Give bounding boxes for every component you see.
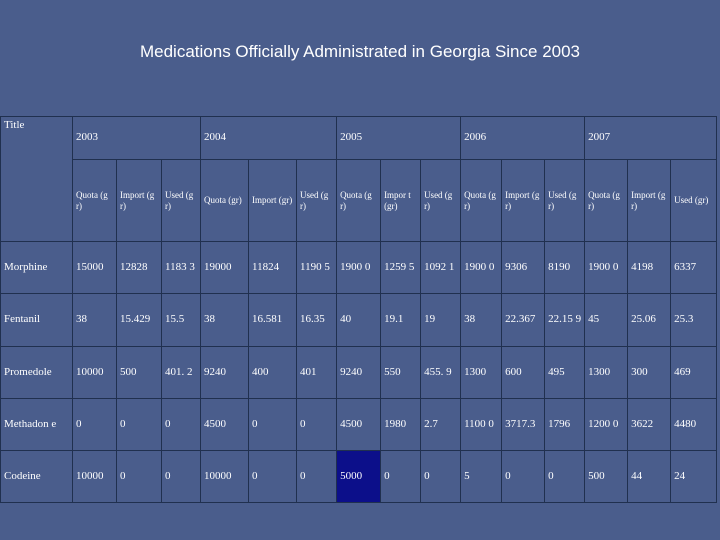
data-cell: 600 (502, 346, 545, 398)
unit-header: Quota (gr) (337, 160, 381, 242)
data-cell: 10000 (73, 450, 117, 502)
data-cell: 1259 5 (381, 242, 421, 294)
data-cell: 11824 (249, 242, 297, 294)
highlighted-cell: 5000 (337, 450, 381, 502)
data-cell: 0 (421, 450, 461, 502)
data-cell: 1796 (545, 398, 585, 450)
drug-name: Methadon e (1, 398, 73, 450)
data-cell: 3622 (628, 398, 671, 450)
data-cell: 1980 (381, 398, 421, 450)
data-cell: 455. 9 (421, 346, 461, 398)
unit-header: Quota (gr) (73, 160, 117, 242)
data-cell: 24 (671, 450, 717, 502)
data-cell: 10000 (201, 450, 249, 502)
table-row (1, 398, 717, 450)
table-row (1, 294, 717, 346)
data-cell: 8190 (545, 242, 585, 294)
data-cell: 19 (421, 294, 461, 346)
data-cell: 9306 (502, 242, 545, 294)
data-cell: 500 (585, 450, 628, 502)
data-cell: 0 (249, 450, 297, 502)
data-cell: 3717.3 (502, 398, 545, 450)
data-cell: 469 (671, 346, 717, 398)
data-cell: 0 (249, 398, 297, 450)
unit-header: Quota (gr) (461, 160, 502, 242)
data-cell: 1200 0 (585, 398, 628, 450)
data-cell: 19.1 (381, 294, 421, 346)
data-cell: 10000 (73, 346, 117, 398)
page-title: Medications Officially Administrated in Georgia Since 2003 (139, 42, 581, 61)
data-cell: 22.367 (502, 294, 545, 346)
data-cell: 4198 (628, 242, 671, 294)
data-cell: 0 (545, 450, 585, 502)
data-cell: 1900 0 (585, 242, 628, 294)
unit-header: Import (gr) (502, 160, 545, 242)
year-header: 2007 (585, 117, 717, 160)
data-cell: 1300 (461, 346, 502, 398)
unit-header: Import (gr) (117, 160, 162, 242)
data-cell: 0 (117, 398, 162, 450)
data-cell: 25.06 (628, 294, 671, 346)
data-cell: 0 (502, 450, 545, 502)
data-cell: 401. 2 (162, 346, 201, 398)
data-cell: 1900 0 (461, 242, 502, 294)
data-cell: 16.581 (249, 294, 297, 346)
data-cell: 22.15 9 (545, 294, 585, 346)
data-cell: 4480 (671, 398, 717, 450)
data-cell: 16.35 (297, 294, 337, 346)
unit-header: Impor t (gr) (381, 160, 421, 242)
year-header: 2006 (461, 117, 585, 160)
data-cell: 19000 (201, 242, 249, 294)
unit-header: Quota (gr) (585, 160, 628, 242)
drug-name: Promedole (1, 346, 73, 398)
year-header: 2004 (201, 117, 337, 160)
data-cell: 1092 1 (421, 242, 461, 294)
data-cell: 6337 (671, 242, 717, 294)
data-cell: 0 (162, 450, 201, 502)
data-cell: 38 (201, 294, 249, 346)
data-cell: 1900 0 (337, 242, 381, 294)
data-cell: 401 (297, 346, 337, 398)
unit-header: Used (gr) (421, 160, 461, 242)
data-cell: 9240 (201, 346, 249, 398)
unit-header: Import (gr) (249, 160, 297, 242)
data-cell: 1183 3 (162, 242, 201, 294)
data-cell: 1300 (585, 346, 628, 398)
data-cell: 25.3 (671, 294, 717, 346)
unit-header: Used (gr) (671, 160, 717, 242)
data-cell: 40 (337, 294, 381, 346)
drug-name: Morphine (1, 242, 73, 294)
drug-name: Codeine (1, 450, 73, 502)
drug-name: Fentanil (1, 294, 73, 346)
unit-header: Used (gr) (297, 160, 337, 242)
data-cell: 15000 (73, 242, 117, 294)
data-cell: 15.5 (162, 294, 201, 346)
unit-header: Import (gr) (628, 160, 671, 242)
year-header-row (1, 117, 717, 160)
year-header: 2003 (73, 117, 201, 160)
unit-header: Used (gr) (162, 160, 201, 242)
table-row (1, 242, 717, 294)
data-cell: 15.429 (117, 294, 162, 346)
data-cell: 2.7 (421, 398, 461, 450)
data-cell: 495 (545, 346, 585, 398)
title-column-header: Title (1, 117, 73, 242)
data-cell: 5 (461, 450, 502, 502)
unit-header: Used (gr) (545, 160, 585, 242)
data-cell: 1190 5 (297, 242, 337, 294)
year-header: 2005 (337, 117, 461, 160)
data-cell: 38 (73, 294, 117, 346)
data-cell: 0 (381, 450, 421, 502)
unit-header-row (1, 160, 717, 242)
data-cell: 400 (249, 346, 297, 398)
data-cell: 550 (381, 346, 421, 398)
table-row (1, 346, 717, 398)
medications-table (0, 116, 717, 503)
data-cell: 300 (628, 346, 671, 398)
data-cell: 9240 (337, 346, 381, 398)
table-row (1, 450, 717, 502)
data-cell: 4500 (337, 398, 381, 450)
unit-header: Quota (gr) (201, 160, 249, 242)
data-cell: 0 (73, 398, 117, 450)
data-cell: 45 (585, 294, 628, 346)
data-cell: 12828 (117, 242, 162, 294)
data-cell: 44 (628, 450, 671, 502)
data-cell: 0 (117, 450, 162, 502)
data-cell: 1100 0 (461, 398, 502, 450)
data-cell: 0 (297, 450, 337, 502)
data-cell: 0 (162, 398, 201, 450)
data-cell: 4500 (201, 398, 249, 450)
data-cell: 38 (461, 294, 502, 346)
data-cell: 500 (117, 346, 162, 398)
data-cell: 0 (297, 398, 337, 450)
